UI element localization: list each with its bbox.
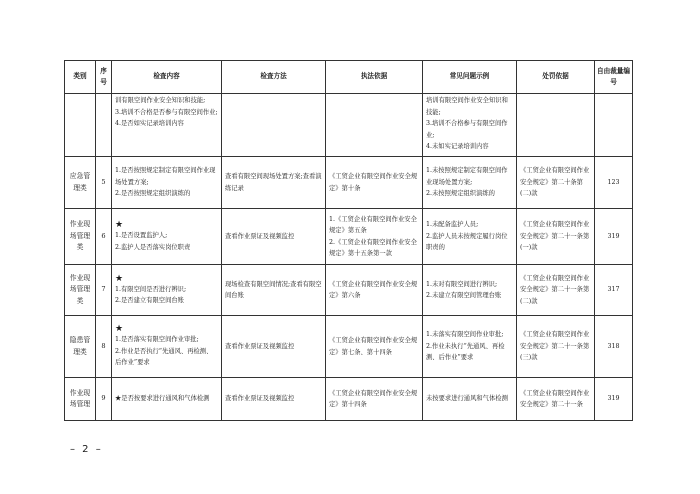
header-code: 自由裁量编号 [595,61,633,94]
header-category: 类别 [65,61,96,94]
basis-item: 《工贸企业有限空间作业安全规定》第十四条 [329,389,418,408]
basis-cell [326,316,423,378]
content-item: 2.监护人是否落实岗位职责 [115,243,191,251]
problem-item: 1.未落实有限空间作业审批; [426,331,504,339]
problem-item: 2.未建立有限空间管理台账 [426,292,502,299]
problem-item: 培训有限空间作业安全知识和技能; [426,97,508,116]
method-cell: 查看有限空间现场处置方案;查看演练记录 [222,157,326,209]
table-row [65,265,633,316]
content-item: 2.是否按照规定组织演练的 [115,190,191,198]
method-cell: 现场检查有限空间情况;查看有限空间台账 [222,265,326,316]
code-cell: 319 [595,378,633,421]
category-cell: 作业现场管理类 [65,209,96,265]
problem-item: 2.作业未执行“先通风、再检测、后作业”要求 [426,342,505,362]
number-cell: 8 [96,316,112,378]
problems-cell [423,378,517,421]
key-item-star-icon: ★ [115,324,124,335]
category-cell: 作业现场管理类 [65,265,96,316]
header-method: 检查方法 [222,61,326,94]
basis-item: 《工贸企业有限空间作业安全规定》第七条、第十四条 [329,337,418,356]
penalty-cell: 《工贸企业有限空间作业安全规定》第二十一条第(二)款 [517,265,595,316]
problem-item: 1.未按照规定制定有限空间作业现场处置方案; [426,167,508,186]
header-basis: 执法依据 [326,61,423,94]
number-cell: 9 [96,378,112,421]
basis-cell [326,157,423,209]
method-cell: 查看作业票证及视频监控 [222,316,326,378]
header-number: 序号 [96,61,112,94]
content-item: 4.是否如实记录培训内容 [115,120,184,127]
content-item: 1.是否落实有限空间作业审批; [115,336,199,344]
content-item: 训有限空间作业安全知识和技能; [115,97,206,104]
penalty-cell [517,94,595,157]
problems-cell [423,316,517,378]
basis-cell [326,265,423,316]
problems-cell [423,157,517,209]
problem-item: 2.监护人员未按规定履行岗位职责的 [426,232,508,252]
basis-cell [326,378,423,421]
content-cell [112,316,222,378]
penalty-cell: 《工贸企业有限空间作业安全规定》第二十条第(二)款 [517,157,595,209]
penalty-cell: 《工贸企业有限空间作业安全规定》第二十一条第(三)款 [517,316,595,378]
category-cell: 隐患管理类 [65,316,96,378]
content-item: 1.是否设置监护人; [115,232,168,239]
content-item: 3.培训不合格是否参与有限空间作业; [115,108,218,116]
content-cell [112,94,222,157]
problem-item: 1.未对有限空间进行辨识; [426,280,498,288]
number-cell: 7 [96,265,112,316]
content-cell [112,265,222,316]
content-item: 1.有限空间是否进行辨识; [115,285,187,293]
method-cell: 查看作业票证及视频监控 [222,378,326,421]
number-cell: 6 [96,209,112,265]
number-cell: 5 [96,157,112,209]
penalty-cell: 《工贸企业有限空间作业安全规定》第二十一条 [517,378,595,421]
category-cell [65,94,96,157]
basis-item: 《工贸企业有限空间作业安全规定》第十条 [329,173,418,192]
problem-item: 3.培训不合格参与有限空间作业; [426,120,508,139]
problems-cell [423,94,517,157]
table-row [65,157,633,209]
method-cell: 查看作业票证及视频监控 [222,209,326,265]
header-problems: 常见问题示例 [423,61,517,94]
table-row [65,378,633,421]
problem-item: 2.未按照规定组织演练的 [426,190,495,198]
basis-item: 1.《工贸企业有限空间作业安全规定》第五条 [329,215,417,234]
table-row [65,209,633,265]
content-cell [112,157,222,209]
code-cell: 317 [595,265,633,316]
problem-item: 1.未配备监护人员; [426,221,479,229]
code-cell: 123 [595,157,633,209]
header-row [65,61,633,94]
header-content: 检查内容 [112,61,222,94]
content-cell [112,378,222,421]
problems-cell [423,265,517,316]
problem-item: 4.未如实记录培训内容 [426,143,489,150]
content-item: 2.作业是否执行“先通风、再检测、后作业”要求 [115,347,213,367]
key-item-star-icon: ★ [115,220,124,230]
category-cell: 作业现场管理 [65,378,96,421]
basis-cell [326,209,423,265]
problems-cell [423,209,517,265]
number-cell [96,94,112,157]
category-cell: 应急管理类 [65,157,96,209]
page-number: – 2 – [70,444,103,455]
basis-item: 《工贸企业有限空间作业安全规定》第六条 [329,280,418,299]
method-cell [222,94,326,157]
basis-cell [326,94,423,157]
basis-item: 2.《工贸企业有限空间作业安全规定》第十五条第一款 [329,238,417,257]
content-item: 1.是否按照规定制定有限空间作业现场处置方案; [115,167,216,186]
inspection-table-sheet [64,60,633,421]
problem-item: 未按要求进行通风和气体检测 [426,395,508,403]
table-row [65,316,633,378]
inspection-table [64,60,633,421]
code-cell: 319 [595,209,633,265]
content-item: ★是否按要求进行通风和气体检测 [115,395,210,403]
penalty-cell: 《工贸企业有限空间作业安全规定》第二十一条第(一)款 [517,209,595,265]
table-row [65,94,633,157]
header-penalty: 处罚依据 [517,61,595,94]
content-item: 2.是否建立有限空间台账 [115,297,184,304]
key-item-star-icon: ★ [115,273,124,284]
code-cell: 318 [595,316,633,378]
content-cell [112,209,222,265]
code-cell [595,94,633,157]
